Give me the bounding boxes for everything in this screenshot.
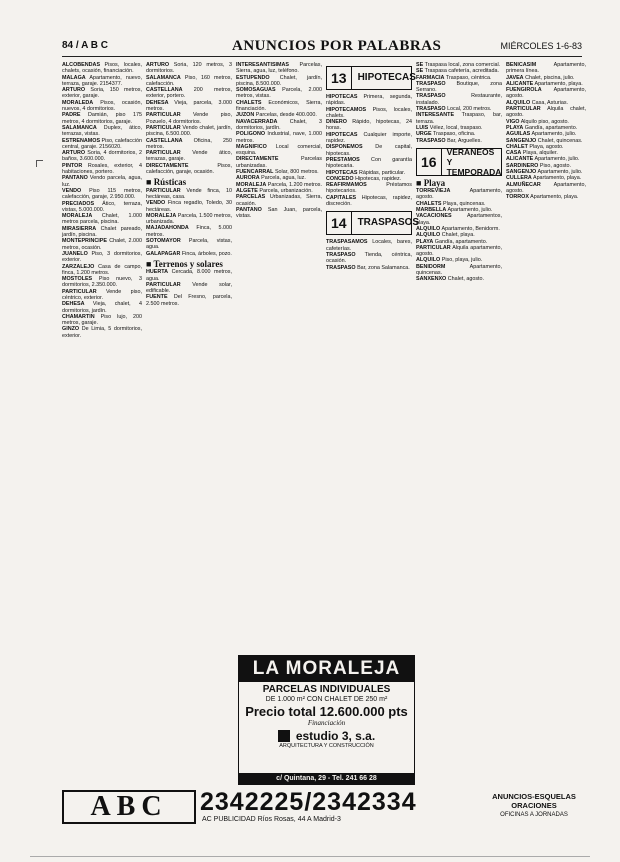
classified-entry: MAJADAHONDA Finca, 5.000 metros. xyxy=(146,225,232,238)
advert-price: Precio total 12.600.000 pts xyxy=(245,704,408,719)
classified-entry: URGE Traspaso, oficina. xyxy=(416,131,476,138)
classified-entry: MAGNIFICO Local comercial, esquina. xyxy=(236,143,323,157)
classified-entry: MONTEPRINCIPE Chalet, 2.000 metros, ocasión. xyxy=(62,238,142,251)
section-16-header: 16 VERANEOS Y TEMPORADA xyxy=(416,148,502,176)
classified-entry: DINERO Rápido, hipotecas, 24 horas. xyxy=(326,119,412,132)
classified-entry: ESTRENAMOS Piso, calefacción central, garaje. 2156020. xyxy=(62,137,142,150)
classified-entry: HIPOTECAS Primera, segunda, rápidas. xyxy=(326,94,412,107)
classified-entry: MORALEJA Chalet, 1.000 metros parcela, piscina. xyxy=(62,213,142,226)
classified-entry: MARBELLA Apartamento, julio. xyxy=(416,207,493,214)
classified-entry: SANGENJO Apartamento, julio. xyxy=(506,169,583,176)
classified-entry: SOMOSAGUAS Parcela, 2.000 metros, vistas. xyxy=(236,87,322,100)
classified-entry: PARTICULAR Alquila chalet, agosto. xyxy=(506,106,586,119)
advert-company-sub: ARQUITECTURA Y CONSTRUCCIÓN xyxy=(279,743,374,749)
classified-entry: ALICANTE Apartamento, julio. xyxy=(506,156,580,163)
moraleja-advert xyxy=(238,655,415,785)
classified-entry: ZARZALEJO Casa de campo, finca, 1.200 metros. xyxy=(62,263,142,276)
page-number: 84 / A B C xyxy=(62,40,108,51)
column-3 xyxy=(236,62,322,647)
classified-entry: FARMACIA Traspaso, céntrica. xyxy=(416,74,492,81)
classified-entry: ARTURO Soria, 4 dormitorios, 2 baños, 3.600.000. xyxy=(62,150,143,163)
classified-entry: NAVACERRADA Chalet, 3 dormitorios, jardín. xyxy=(236,118,323,131)
advert-address: c/ Quintana, 29 - Tel. 241 66 28 xyxy=(239,773,414,784)
classified-entry: SARDINERO Piso, agosto. xyxy=(506,162,572,169)
classified-entry: HIPOTECAS Cualquier importe, rapidez. xyxy=(326,131,412,145)
classified-entry: VIGO Alquilo piso, agosto. xyxy=(506,118,569,125)
column-5 xyxy=(416,62,502,782)
classified-entry: INTERESANTE Traspaso, bar, terraza. xyxy=(416,112,502,125)
section-playa-heading: ■ Playa xyxy=(416,177,446,188)
classified-entry: HIPOTECAMOS Pisos, locales, chalets. xyxy=(326,106,412,119)
classified-entry: GALAPAGAR Finca, árboles, pozo. xyxy=(146,250,232,257)
classified-entry: SOTOMAYOR Parcela, vistas, agua. xyxy=(146,238,232,251)
classified-entry: GINZO De Limia, 5 dormitorios, exterior. xyxy=(62,326,142,339)
advert-title: LA MORALEJA xyxy=(239,656,414,682)
classified-entry: CAPITALES Hipotecas, rapidez, discreción. xyxy=(326,194,412,208)
classified-entry: ARTURO Soria, 120 metros, 3 dormitorios. xyxy=(146,62,233,75)
section-terrenos-heading: ■ Terrenos y solares xyxy=(146,258,223,269)
classified-entry: PLAYA Gandía, apartamento. xyxy=(416,238,488,245)
classified-entry: PARTICULAR Alquila apartamento, agosto. xyxy=(416,244,502,258)
page-header xyxy=(62,38,582,57)
classified-entry: MOSTOLES Piso nuevo, 3 dormitorios, 2.350.000. xyxy=(62,276,143,289)
advert-signature: Financiación xyxy=(307,719,346,727)
classified-entry: FUENGIROLA Apartamento, agosto. xyxy=(506,87,586,100)
classified-entry: AGUILAS Apartamento, julio. xyxy=(506,131,577,138)
classified-entry: TRASPASO Bar, Arguelles. xyxy=(416,137,482,144)
classified-entry: BENICASIM Apartamento, primera línea. xyxy=(506,62,586,75)
classified-entry: VACACIONES Apartamentos, playa. xyxy=(416,213,502,226)
classified-entry: CHAMARTIN Piso lujo, 200 metros, garaje. xyxy=(62,313,142,327)
classified-entry: LUIS Vélez, local, traspaso. xyxy=(416,124,483,131)
classified-entry: PARTICULAR Vendo chalet, jardín, piscina, 6.500.000. xyxy=(146,124,232,138)
classified-entry: PADRE Damián, piso 175 metros, 4 dormitorios, garaje. xyxy=(62,112,143,125)
company-logo-icon xyxy=(278,730,290,742)
bottom-rule xyxy=(30,856,590,857)
classified-entry: POLIGONO Industrial, nave, 1.000 metros. xyxy=(236,131,322,144)
classified-entry: TRASPASO Boutique, zona Serrano. xyxy=(416,80,502,94)
classified-entry: JUANELO Piso, 3 dormitorios, exterior. xyxy=(62,250,143,264)
classified-entry: REAFIRMAMOS Préstamos hipotecarios. xyxy=(326,182,412,195)
footer-services-sub: OFICINAS A JORNADAS xyxy=(500,812,568,818)
classified-entry: ALGETE Parcela, urbanización. xyxy=(236,187,313,194)
classified-entry: ALQUILO Chalet, playa. xyxy=(416,232,475,239)
classified-entry: TRASPASO Local, 200 metros. xyxy=(416,106,492,113)
classified-entry: TORROX Apartamento, playa. xyxy=(506,194,579,201)
crop-mark xyxy=(36,160,43,167)
classified-entry: CONCEDO Hipotecas, rapidez. xyxy=(326,175,402,182)
classified-entry: MALAGA Apartamento, nuevo, terraza, garaje. 2154377. xyxy=(62,74,142,87)
section-title: ANUNCIOS POR PALABRAS xyxy=(232,38,442,54)
footer-advert xyxy=(62,790,582,826)
classified-entry: SE Traspasa local, zona comercial. xyxy=(416,62,501,68)
classified-entry: DISPONEMOS De capital, hipotecas. xyxy=(326,144,413,157)
footer-agency: AC PUBLICIDAD Ríos Rosas, 44 A Madrid-3 xyxy=(202,816,341,823)
classified-entry: PARTICULAR Vende piso, Pozuelo, 4 dormitorios. xyxy=(146,112,232,125)
classified-entry: CASTELLANA 200 metros, exterior, portero. xyxy=(146,87,233,100)
phone-numbers: 2342225/2342334 xyxy=(200,788,417,816)
classified-entry: MORALEDA Pisos, ocasión, nuevos, 4 dormitorios. xyxy=(62,99,142,113)
classified-entry: PLAYA Gandía, apartamento. xyxy=(506,124,578,131)
classified-entry: PARTICULAR Vende finca, 10 hectáreas, casa. xyxy=(146,187,232,200)
classified-entry: PARTICULAR Vende ático, terrazas, garaje. xyxy=(146,150,232,163)
classified-entry: TRASPASO Tienda, céntrica, ocasión. xyxy=(326,251,412,265)
classified-entry: ALQUILO Piso, playa, julio. xyxy=(416,257,483,264)
abc-logo: ABC xyxy=(62,790,196,824)
classified-entry: HUERTA Cercada, 8.000 metros, agua. xyxy=(146,269,232,282)
classified-entry: TRASPASO Restaurante, instalado. xyxy=(416,93,502,106)
classified-entry: CHALET Playa, agosto. xyxy=(506,143,564,150)
classified-entry: CASA Playa, alquiler. xyxy=(506,150,558,157)
classified-entry: PRECIADOS Ático, terraza, vistas, 5.000.000. xyxy=(62,200,142,213)
classified-entry: PRESTAMOS Con garantía hipotecaria. xyxy=(326,156,413,170)
classified-entry: PARTICULAR Vende piso, céntrico, exterior. xyxy=(62,288,142,301)
column-6 xyxy=(506,62,586,782)
classified-entry: PARTICULAR Vende solar, edificable. xyxy=(146,281,232,295)
classified-entry: CULLERA Apartamento, playa. xyxy=(506,175,582,182)
classified-entry: ARTURO Soria, 150 metros, exterior, garaje. xyxy=(62,87,142,100)
advert-subtitle: PARCELAS INDIVIDUALES xyxy=(262,684,391,695)
classified-entry: CHALETS Playa, quincenas. xyxy=(416,200,486,207)
section-14-header: 14 TRASPASOS xyxy=(326,211,412,235)
classified-entry: SANXENXO Chalet, agosto. xyxy=(416,276,485,283)
classified-entry: ALQUILO Casa, Asturias. xyxy=(506,99,569,106)
classified-entry: DIRECTAMENTE Parcelas urbanizadas. xyxy=(236,156,322,169)
advert-detail: DE 1.000 m² CON CHALET DE 250 m² xyxy=(265,696,388,703)
classified-entry: HIPOTECAS Rápidas, particular. xyxy=(326,169,406,176)
issue-date: MIÉRCOLES 1-6-83 xyxy=(500,41,582,51)
classified-entry: JUZON Parcelas, desde 400.000. xyxy=(236,112,317,119)
classified-entry: SANGENJO Chalet, quincenas. xyxy=(506,137,583,144)
advert-company: estudio 3, s.a. xyxy=(239,729,414,743)
column-4 xyxy=(326,62,420,647)
classified-entry: MIRASIERRA Chalet pareado, jardín, piscina. xyxy=(62,225,142,239)
classified-entry: PINTOR Rosales, exterior, 4 habitaciones, portero. xyxy=(62,162,142,176)
classified-entry: ESTUPENDO Chalet, jardín, piscina, 8.500.000. xyxy=(236,74,323,87)
column-2 xyxy=(146,62,232,782)
classified-entry: VENDO Piso 115 metros, calefacción, garaje, 2.950.000. xyxy=(62,187,142,201)
classified-entry: TORREVIEJA Apartamento, agosto. xyxy=(416,188,502,201)
classified-entry: SE Traspasa cafetería, acreditada. xyxy=(416,68,500,75)
classified-entry: MORALEJA Parcela, 1.500 metros, urbanizada. xyxy=(146,212,233,226)
classified-entry: FUENCARRAL Solar, 800 metros. xyxy=(236,169,319,176)
classified-entry: ALCOBENDAS Pisos, locales, chalets, ocasión, financiación. xyxy=(62,62,142,75)
classified-entry: DIRECTAMENTE Pisos, calefacción, garaje, ocasión. xyxy=(146,162,232,176)
section-13-header: 13 HIPOTECAS xyxy=(326,66,412,90)
footer-services: ANUNCIOS-ESQUELAS ORACIONES xyxy=(492,792,576,810)
classified-entry: MORALEJA Parcela, 1.200 metros. xyxy=(236,181,322,188)
section-rusticas-heading: ■ Rústicas xyxy=(146,177,187,188)
classified-entry: VENDO Finca regadío, Toledo, 30 hectáreas. xyxy=(146,200,232,213)
classified-entry: BENIDORM Apartamento, quincenas. xyxy=(416,263,502,277)
classified-entry: PARCELAS Urbanizadas, Sierra, ocasión. xyxy=(236,194,322,207)
classified-entry: FUENTE Del Fresno, parcela, 2.500 metros. xyxy=(146,294,232,307)
column-1 xyxy=(62,62,142,782)
classified-entry: ALICANTE Apartamento, playa. xyxy=(506,80,583,87)
classified-entry: PANTANO San Juan, parcela, vistas. xyxy=(236,206,322,220)
classified-entry: DEHESA Vieja, parcela, 3.000 metros. xyxy=(146,99,232,113)
classified-entry: CHALETS Económicos, Sierra, financiación. xyxy=(236,99,323,113)
classified-entry: ALMUÑECAR Apartamento, agosto. xyxy=(506,181,586,194)
classified-entry: SALAMANCA Piso, 160 metros, calefacción. xyxy=(146,74,233,87)
classified-entry: PANTANO Vendo parcela, agua, luz. xyxy=(62,175,142,188)
classified-entry: CASTELLANA Oficina, 250 metros. xyxy=(146,137,232,150)
classified-entry: AURORA Parcela, agua, luz. xyxy=(236,175,306,182)
classified-entry: DEHESA Vieja, chalet, 4 dormitorios, jardín. xyxy=(62,301,142,314)
classified-entry: TRASPASAMOS Locales, bares, cafeterías. xyxy=(326,239,412,252)
classified-entry: INTERESANTISIMAS Parcelas, Sierra, agua, luz, teléfono. xyxy=(236,62,322,75)
classified-entry: ALQUILO Apartamento, Benidorm. xyxy=(416,225,500,232)
classified-entry: JAVEA Chalet, piscina, julio. xyxy=(506,74,575,81)
classified-entry: TRASPASO Bar, zona Salamanca. xyxy=(326,264,410,271)
classified-entry: SALAMANCA Duplex, ático, terrazas, vistas. xyxy=(62,124,142,138)
